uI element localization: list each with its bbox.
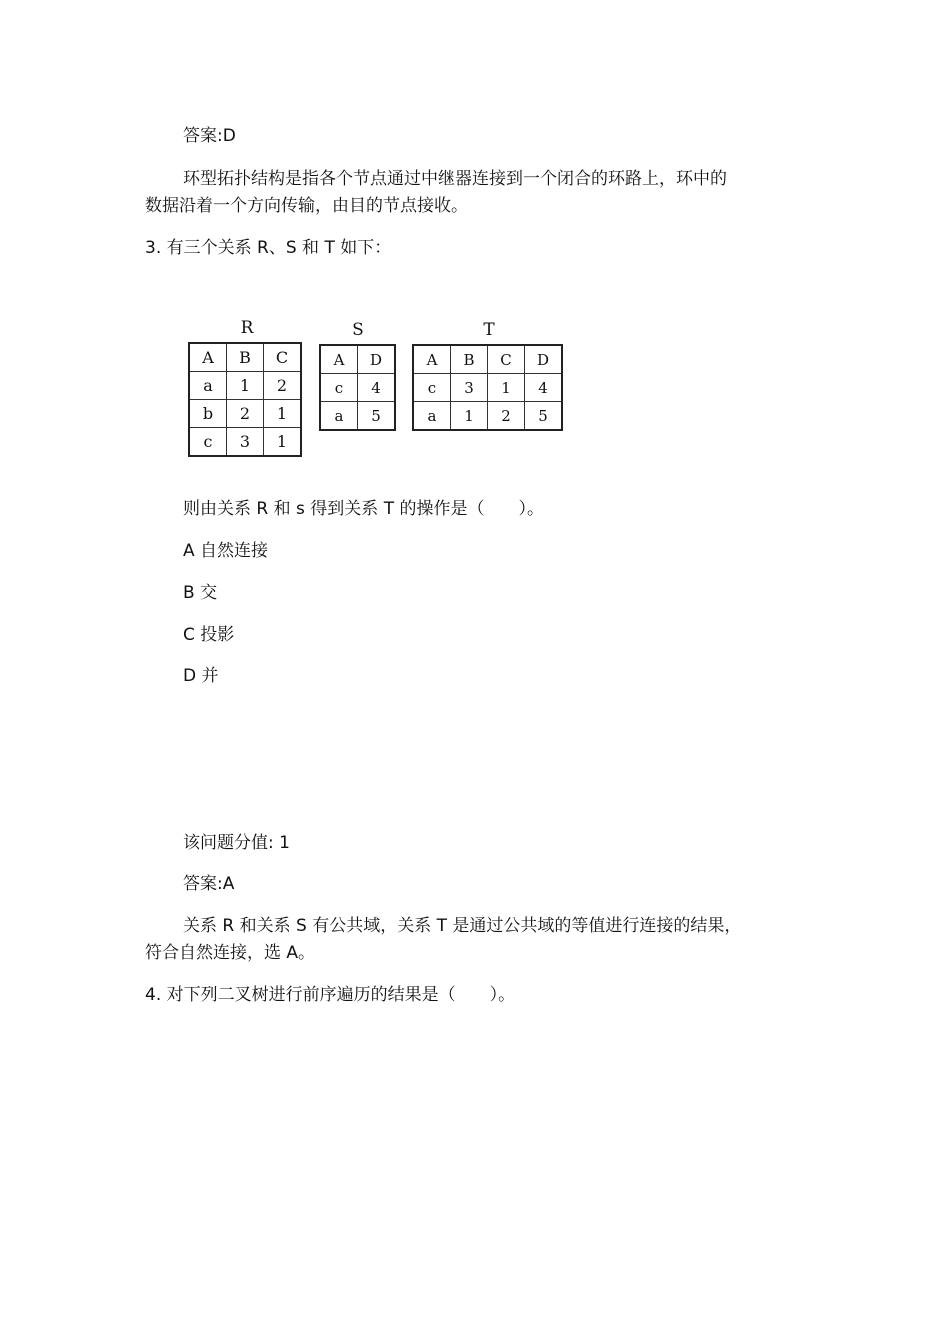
q2-explanation-line1: 环型拓扑结构是指各个节点通过中继器连接到一个闭合的环路上，环中的 — [183, 169, 727, 189]
relation-cell: 2 — [488, 402, 525, 431]
q3-title: 3. 有三个关系 R、S 和 T 如下： — [145, 238, 392, 258]
q3-option-a: A 自然连接 — [183, 541, 269, 561]
relation-cell: 3 — [227, 428, 264, 457]
relation-S-header-row — [320, 345, 395, 374]
relation-cell: c — [320, 374, 358, 402]
relation-T-name: T — [483, 320, 495, 340]
q2-answer: 答案:D — [183, 126, 236, 146]
relation-cell: 1 — [488, 374, 525, 402]
relation-T-row — [413, 374, 562, 402]
relation-S-row — [320, 374, 395, 402]
relation-header-cell: A — [320, 345, 358, 374]
relation-cell: 5 — [525, 402, 563, 431]
relation-cell: a — [413, 402, 451, 431]
relation-cell: 4 — [525, 374, 563, 402]
relations-figure — [186, 318, 576, 463]
q3-explanation-line2: 符合自然连接，选 A。 — [145, 943, 316, 963]
q2-explanation-line2: 数据沿着一个方向传输，由目的节点接收。 — [145, 196, 468, 216]
relation-cell: b — [189, 400, 227, 428]
q3-score: 该问题分值: 1 — [183, 833, 290, 853]
relation-S-name: S — [352, 320, 364, 340]
relation-cell: a — [320, 402, 358, 431]
relation-cell: 1 — [264, 400, 302, 428]
relation-cell: 3 — [451, 374, 488, 402]
relation-S-table — [319, 344, 396, 431]
relation-cell: 1 — [451, 402, 488, 431]
q3-question: 则由关系 R 和 s 得到关系 T 的操作是（ ）。 — [183, 499, 544, 519]
relation-R-table — [188, 342, 302, 457]
relation-R-row — [189, 400, 301, 428]
q4-title: 4. 对下列二叉树进行前序遍历的结果是（ ）。 — [145, 985, 516, 1005]
relation-S-row — [320, 402, 395, 431]
relation-header-cell: A — [413, 345, 451, 374]
relation-cell: 1 — [227, 372, 264, 400]
relation-R-header-row — [189, 343, 301, 372]
relation-cell: a — [189, 372, 227, 400]
relation-T-table — [412, 344, 563, 431]
relation-header-cell: C — [264, 343, 302, 372]
relation-R-row — [189, 372, 301, 400]
relation-cell: 2 — [264, 372, 302, 400]
q3-option-d: D 并 — [183, 666, 219, 686]
q3-option-b: B 交 — [183, 583, 218, 603]
relation-cell: 1 — [264, 428, 302, 457]
relation-header-cell: D — [358, 345, 396, 374]
relation-cell: c — [189, 428, 227, 457]
relation-T-header-row — [413, 345, 562, 374]
q3-explanation-line1: 关系 R 和关系 S 有公共域，关系 T 是通过公共域的等值进行连接的结果， — [183, 916, 742, 936]
relation-R-name: R — [240, 318, 254, 338]
relation-header-cell: C — [488, 345, 525, 374]
relation-cell: 2 — [227, 400, 264, 428]
relation-header-cell: A — [189, 343, 227, 372]
relation-cell: 4 — [358, 374, 396, 402]
relation-header-cell: B — [451, 345, 488, 374]
relation-header-cell: B — [227, 343, 264, 372]
relation-cell: 5 — [358, 402, 396, 431]
q3-option-c: C 投影 — [183, 625, 235, 645]
relation-header-cell: D — [525, 345, 563, 374]
relation-T-row — [413, 402, 562, 431]
relation-R-row — [189, 428, 301, 457]
relation-cell: c — [413, 374, 451, 402]
q3-answer: 答案:A — [183, 874, 235, 894]
